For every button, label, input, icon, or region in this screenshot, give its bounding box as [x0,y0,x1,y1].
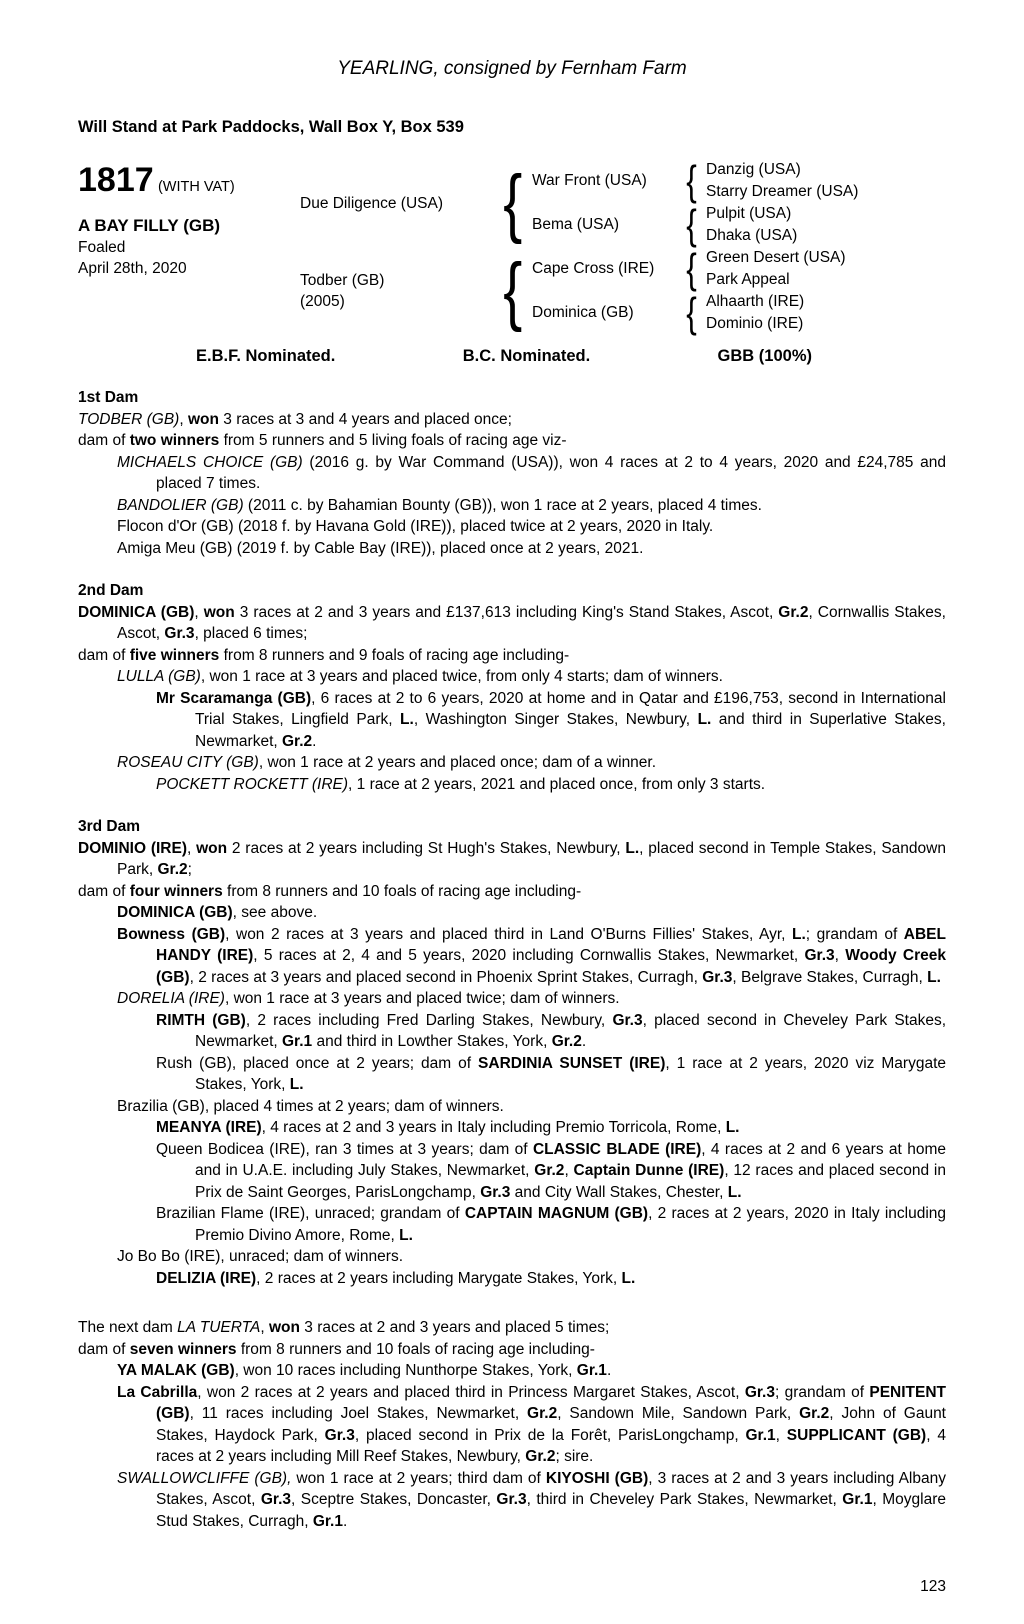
text-run: Amiga Meu (GB) (2019 f. by Cable Bay (IRE)), placed once at 2 years, 2021. [117,539,644,557]
text-run: Jo Bo Bo (IRE), unraced; dam of winners. [117,1248,404,1265]
text-run: 3 races at 2 and 3 years and £137,613 including King's Stand Stakes, Ascot, [234,603,779,621]
text-run: L. [289,1076,304,1093]
brace-icon: { [686,201,697,249]
text-run: , 6 races at 2 to 6 years, 2020 at home and in Qatar and £196,753, second in International Trial Stakes, Lingfield Park, [195,689,946,728]
gen3-name: Dominio (IRE) [706,315,804,332]
text-run: , won 2 races at 3 years and placed third in Land O'Burns Fillies' Stakes, Ayr, [225,925,792,943]
lot-number: 1817 [78,161,154,199]
text-run: Gr.3 [612,1011,643,1029]
text-run: , won 1 race at 2 years and placed once; dam of a winner. [258,754,657,771]
text-run: Bowness (GB) [117,925,226,943]
text-run: Gr.3 [496,1491,527,1508]
gen2-row [532,203,946,247]
text-run: RIMTH (GB) [156,1011,246,1029]
text-run: MEANYA (IRE) [156,1119,262,1136]
text-run: . [342,1512,348,1530]
gen2-name: War Front (USA) [532,172,647,189]
pedigree-section [78,816,946,1289]
text-run: TODBER (GB) [78,410,180,428]
text-run: Captain Dunne (IRE) [573,1162,725,1179]
text-run: , placed 6 times; [194,625,308,642]
text-run: Gr.1 [312,1512,343,1530]
brace-icon: { [686,157,697,205]
brace-icon: { [503,247,523,333]
text-run: Woody Creek (GB) [156,947,946,986]
gen3-name: Pulpit (USA) [706,205,792,222]
catalog-paragraph [78,902,946,924]
nominations-row [196,347,812,366]
text-run: Gr.2 [534,1162,565,1179]
text-run: L. [400,711,414,728]
text-run: DELIZIA (IRE) [156,1269,257,1287]
text-run: two winners [129,432,220,449]
catalog-paragraph [78,924,946,989]
text-run: (2011 c. by Bahamian Bounty (GB)), won 1 race at 2 years, placed 4 times. [243,496,762,514]
text-run: Queen Bodicea (IRE), ran 3 times at 3 years; dam of [156,1140,533,1158]
ebf-nominated: E.B.F. Nominated. [196,347,336,365]
text-run: Gr.1 [282,1033,313,1050]
text-run: . [312,732,317,750]
text-run: , [194,603,204,621]
text-run: won [268,1319,300,1336]
catalog-paragraph [78,838,946,881]
text-run: , 1 race at 2 years, 2020 viz Marygate Stakes, York, [195,1054,946,1093]
text-run: DOMINIO (IRE) [78,839,187,857]
gen2-name: Bema (USA) [532,216,619,233]
text-run: , Belgrave Stakes, Curragh, [732,968,928,986]
text-run: dam of [78,1340,130,1358]
catalog-paragraph [78,774,946,796]
gen3-name: Starry Dreamer (USA) [706,183,859,200]
gen2-row [532,159,946,203]
text-run: Brazilian Flame (IRE), unraced; grandam of [156,1205,465,1222]
consignment-title: YEARLING, consigned by Fernham Farm [337,58,687,79]
text-run: , 3 races at 2 and 3 years including Albany Stakes, Ascot, [156,1469,946,1508]
catalog-paragraph [78,430,946,452]
text-run: L. [727,1183,742,1201]
text-run: POCKETT ROCKETT (IRE) [156,775,349,793]
text-run: four winners [129,882,223,900]
text-run: Gr.3 [164,625,195,642]
dam-gen2-col [532,247,946,335]
text-run: L. [792,925,806,943]
catalog-paragraph [78,538,946,560]
text-run: , [564,1162,574,1179]
text-run: Gr.3 [480,1183,511,1201]
gen3-name: Dhaka (USA) [706,227,798,244]
catalog-paragraph [78,688,946,753]
text-run: Gr.1 [745,1426,776,1444]
text-run: , Moyglare Stud Stakes, Curragh, [156,1491,946,1530]
catalog-paragraph [78,602,946,645]
gen3-name: Danzig (USA) [706,161,801,178]
text-run: , 2 races at 2 years including Marygate Stakes, York, [256,1269,622,1287]
pedigree-dam-half [300,247,946,335]
text-run: , won 10 races including Nunthorpe Stakes, York, [234,1362,577,1379]
text-run: Gr.3 [324,1426,355,1444]
text-run: dam of [78,432,130,449]
text-run: , Sandown Mile, Sandown Park, [557,1405,800,1422]
catalog-paragraph [78,516,946,538]
text-run: , John of Gaunt Stakes, Haydock Park, [156,1405,946,1444]
text-run: Gr.3 [804,947,835,964]
text-run: La Cabrilla [117,1383,198,1401]
text-run: Gr.2 [157,861,188,878]
gbb-note: GBB (100%) [717,347,812,365]
text-run: Gr.2 [282,732,313,750]
catalog-paragraph [78,1117,946,1139]
dam-name-col [300,270,500,312]
text-run: ; sire. [555,1448,594,1465]
sire-gen2-col [532,159,946,247]
text-run: five winners [129,646,220,664]
text-run: L. [725,1119,740,1136]
text-run: SWALLOWCLIFFE (GB), [117,1469,292,1487]
text-run: , 4 races at 2 and 6 years at home and in U.A.E. including July Stakes, Newmarket, [195,1140,946,1179]
catalog-paragraph [78,1053,946,1096]
text-run: from 5 runners and 5 living foals of racing age viz- [219,432,567,449]
catalog-paragraph [78,1317,946,1339]
catalog-paragraph [78,1339,946,1361]
catalog-paragraph [78,1468,946,1533]
text-run: , placed second in Temple Stakes, Sandown Park, [117,839,946,878]
catalog-paragraph [78,1139,946,1204]
text-run: , placed second in Cheveley Park Stakes, Newmarket, [195,1011,947,1050]
text-run: , won 1 race at 3 years and placed twice; dam of winners. [224,990,620,1007]
pedigree-tree [300,159,946,335]
text-run: , 4 races at 2 and 3 years in Italy including Premio Torricola, Rome, [261,1119,726,1136]
text-run: Gr.3 [260,1491,292,1508]
catalog-paragraph [78,1096,946,1118]
text-run: ; grandam of [775,1383,870,1401]
text-run: and third in Superlative Stakes, Newmarket, [195,711,946,750]
catalog-paragraph [78,881,946,903]
text-run: , won 2 races at 2 years and placed third in Princess Margaret Stakes, Ascot, [197,1383,745,1401]
sire-name: Due Diligence (USA) [300,194,443,212]
text-run: SARDINIA SUNSET (IRE) [478,1054,666,1072]
text-run: won [203,603,235,621]
text-run: dam of [78,882,130,900]
text-run: Flocon d'Or (GB) (2018 f. by Havana Gold (IRE)), placed twice at 2 years, 2020 in Italy. [117,518,714,535]
gen2-name: Dominica (GB) [532,304,634,321]
text-run: YA MALAK (GB) [117,1362,235,1379]
text-run: 2 races at 2 years including St Hugh's Stakes, Newbury, [227,839,626,857]
catalog-paragraph [78,1203,946,1246]
catalog-paragraph [78,988,946,1010]
page-number: 123 [920,1578,946,1595]
section-heading: 2nd Dam [78,582,144,599]
text-run: Gr.3 [744,1383,775,1401]
text-run: , 11 races including Joel Stakes, Newmarket, [189,1405,528,1422]
text-run: won [196,839,228,857]
dam-name: Todber (GB) [300,272,385,289]
dam-year: (2005) [300,293,345,310]
lot-info [78,159,300,335]
text-run: Mr Scaramanga (GB) [156,689,312,707]
text-run: , see above. [232,904,318,921]
text-run: won 1 race at 2 years; third dam of [291,1469,546,1487]
text-run: , 5 races at 2, 4 and 5 years, 2020 including Cornwallis Stakes, Newmarket, [253,947,805,964]
gen2-row [532,247,946,291]
text-run: L. [621,1269,636,1287]
text-run: 3 races at 2 and 3 years and placed 5 times; [299,1319,610,1336]
text-run: Gr.1 [576,1362,607,1379]
text-run: Brazilia (GB), placed 4 times at 2 years; dam of winners. [117,1097,504,1115]
text-run: , [186,839,197,857]
section-heading: 3rd Dam [78,818,141,835]
lot-pedigree-block [78,159,946,335]
text-run: DORELIA (IRE) [117,990,225,1007]
text-run: . [581,1033,587,1050]
text-run: Gr.1 [842,1491,873,1508]
text-run: Gr.2 [778,603,809,621]
text-run: L. [625,839,640,857]
text-run: The next dam [78,1319,178,1336]
gen3-col [706,291,946,335]
text-run: DOMINICA (GB) [117,904,233,921]
gen3-col [706,203,946,247]
text-run: . [606,1362,612,1379]
horse-name: A BAY FILLY (GB) [78,216,221,235]
catalog-paragraph [78,645,946,667]
text-run: , Washington Singer Stakes, Newbury, [413,711,698,728]
foaled-label: Foaled [78,239,126,256]
gen3-col [706,159,946,203]
text-run: ; [187,861,192,878]
text-run: , third in Cheveley Park Stakes, Newmarket, [526,1491,843,1508]
text-run: 3 races at 3 and 4 years and placed once; [218,410,512,428]
foaled-date: April 28th, 2020 [78,260,187,277]
text-run: from 8 runners and 9 foals of racing age including- [219,646,570,664]
lot-number-row [78,161,300,200]
pedigree-section [78,387,946,559]
brace-icon: { [686,245,697,293]
catalog-paragraph [78,1268,946,1290]
text-run: ; grandam of [805,925,904,943]
text-run: Gr.2 [551,1033,582,1050]
text-run: , Sceptre Stakes, Doncaster, [291,1491,497,1508]
text-run: , Cornwallis Stakes, Ascot, [117,603,946,642]
gen2-row [532,291,946,335]
text-run: , 2 races including Fred Darling Stakes, Newbury, [245,1011,613,1029]
text-run: Gr.2 [799,1405,830,1422]
text-run: KIYOSHI (GB) [545,1469,649,1487]
text-run: and City Wall Stakes, Chester, [510,1183,728,1201]
text-run: , [775,1426,787,1444]
text-run: MICHAELS CHOICE (GB) [117,453,303,471]
text-run: dam of [78,646,130,664]
pedigree-sire-half [300,159,946,247]
catalog-paragraph [78,666,946,688]
text-run: , [260,1319,269,1336]
sire-name-col [300,193,500,214]
catalog-sections [78,387,946,1532]
text-run: CAPTAIN MAGNUM (GB) [464,1205,649,1222]
text-run: Gr.3 [702,968,733,986]
text-run: ROSEAU CITY (GB) [117,754,259,771]
text-run: , [179,410,188,428]
brace-icon: { [503,159,523,245]
text-run: won [187,410,219,428]
gen2-name: Cape Cross (IRE) [532,260,655,277]
text-run: Gr.2 [527,1405,558,1422]
text-run: , 4 races at 2 years including Mill Reef Stakes, Newbury, [156,1426,946,1465]
text-run: (2016 g. by War Command (USA)), won 4 races at 2 to 4 years, 2020 and £24,785 and placed 7 times. [156,453,947,492]
text-run: Rush (GB), placed once at 2 years; dam of [156,1054,479,1072]
text-run: , 1 race at 2 years, 2021 and placed once, from only 3 starts. [348,775,766,793]
catalog-paragraph [78,1382,946,1468]
pedigree-section [78,1317,946,1532]
text-run: and third in Lowther Stakes, York, [312,1033,552,1050]
text-run: , 12 races and placed second in Prix de Saint Georges, ParisLongchamp, [195,1162,946,1201]
bc-nominated: B.C. Nominated. [462,347,591,365]
text-run: L. [927,968,941,986]
catalog-paragraph [78,452,946,495]
text-run: SUPPLICANT (GB) [786,1426,927,1444]
text-run: , [834,947,846,964]
section-heading: 1st Dam [78,389,139,406]
text-run: CLASSIC BLADE (IRE) [532,1140,702,1158]
catalog-paragraph [78,409,946,431]
text-run: from 8 runners and 10 foals of racing age including- [236,1340,595,1358]
text-run: seven winners [129,1340,237,1358]
catalog-paragraph [78,1246,946,1268]
text-run: LULLA (GB) [117,668,201,685]
text-run: BANDOLIER (GB) [117,496,244,514]
gen3-name: Park Appeal [706,271,790,288]
text-run: PENITENT (GB) [156,1383,947,1422]
text-run: L. [697,711,712,728]
text-run: , 2 races at 2 years, 2020 in Italy including Premio Divino Amore, Rome, [195,1205,947,1244]
text-run: L. [399,1226,413,1244]
text-run: LA TUERTA [177,1319,261,1336]
catalog-paragraph [78,752,946,774]
gen3-name: Alhaarth (IRE) [706,293,805,310]
gen3-col [706,247,946,291]
catalog-paragraph [78,1360,946,1382]
stand-note: Will Stand at Park Paddocks, Wall Box Y, Box 539 [78,118,464,136]
text-run: Gr.2 [525,1448,556,1465]
brace-icon: { [686,289,697,337]
text-run: from 8 runners and 10 foals of racing age including- [222,882,582,900]
catalog-paragraph [78,495,946,517]
text-run: DOMINICA (GB) [78,603,195,621]
text-run: ABEL HANDY (IRE) [156,925,946,964]
text-run: , won 1 race at 3 years and placed twice, from only 4 starts; dam of winners. [200,668,723,685]
catalog-paragraph [78,1010,946,1053]
gen3-name: Green Desert (USA) [706,249,846,266]
vat-note: (WITH VAT) [157,179,235,195]
text-run: , 2 races at 3 years and placed second in Phoenix Sprint Stakes, Curragh, [189,968,703,986]
text-run: , placed second in Prix de la Forêt, ParisLongchamp, [354,1426,746,1444]
pedigree-section [78,580,946,795]
